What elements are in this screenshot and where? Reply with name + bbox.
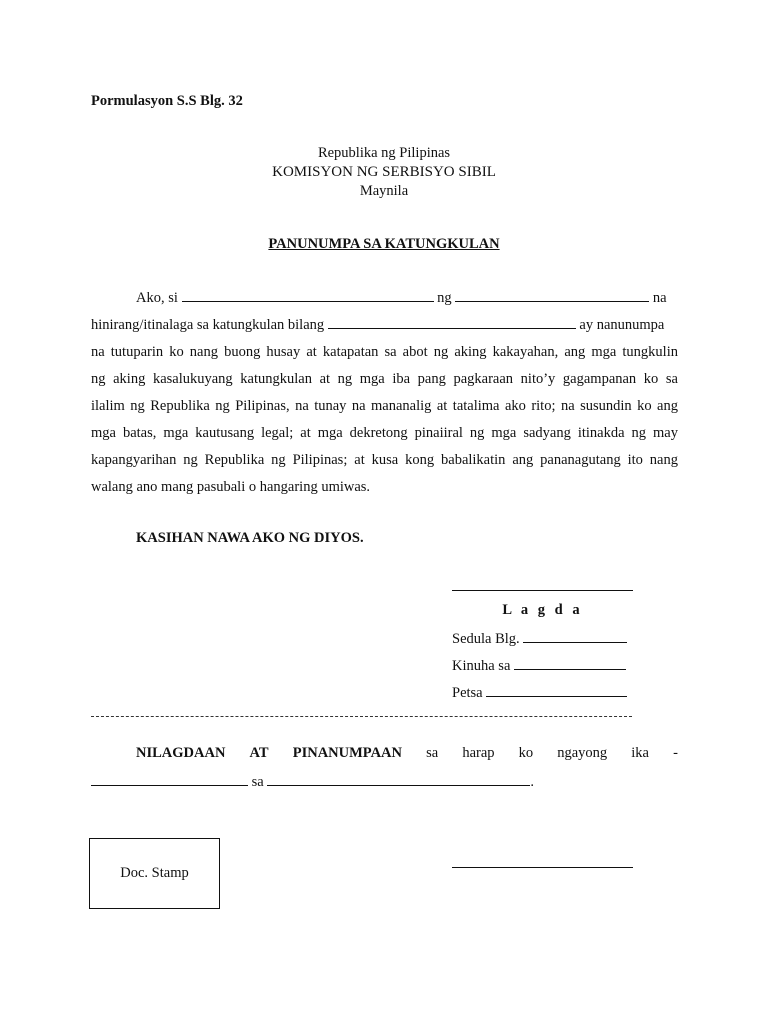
position-blank[interactable] <box>328 315 576 329</box>
attestation-word: ko <box>518 745 534 761</box>
attestation-word: ngayong <box>557 745 608 761</box>
petsa-row <box>452 683 627 702</box>
sedula-label: Sedula Blg. <box>452 631 520 647</box>
address-blank[interactable] <box>455 288 649 302</box>
doc-stamp-label: Doc. Stamp <box>120 865 189 881</box>
attestation-word: AT <box>249 745 269 761</box>
attestation-word: - <box>673 745 678 761</box>
attestation-word: NILAGDAAN <box>136 745 226 761</box>
body-text: Ako, si <box>136 290 178 306</box>
body-line: ng aking kasalukuyang katungkulan at ng mga iba pang pagkaraan nito’y gagampanan ko sa <box>91 371 678 387</box>
attestation-word: ika <box>631 745 649 761</box>
form-number: Pormulasyon S.S Blg. 32 <box>91 93 243 109</box>
header-city: Maynila <box>359 183 409 199</box>
attestation-line-1 <box>136 745 678 762</box>
sedula-row <box>452 629 627 648</box>
header-country: Republika ng Pilipinas <box>317 145 451 161</box>
attestation-line-2 <box>91 772 534 791</box>
body-line: ilalim ng Republika ng Pilipinas, na tunay na mananalig at tatalima ako rito; na susundin ko ang <box>91 398 678 414</box>
attestation-word: PINANUMPAAN <box>292 745 402 761</box>
closing-statement: KASIHAN NAWA AKO NG DIYOS. <box>136 530 364 546</box>
body-line: na tutuparin ko nang buong husay at katapatan sa abot ng aking kakayahan, ang mga tungkulin <box>91 344 678 360</box>
day-blank[interactable] <box>91 772 248 786</box>
signature-line[interactable] <box>452 590 633 591</box>
body-line-2 <box>91 312 678 339</box>
body-line: mga batas, mga kautusang legal; at mga dekretong pinaiiral ng mga sadyang itinakda ng may <box>91 425 678 441</box>
cut-line <box>91 716 632 717</box>
body-text: ng <box>437 290 452 306</box>
attestation-word: sa <box>426 745 439 761</box>
document-title: PANUNUMPA SA KATUNGKULAN <box>268 236 500 252</box>
body-line-1 <box>91 285 678 312</box>
kinuha-row <box>452 656 626 675</box>
body-line: kapangyarihan ng Republika ng Pilipinas; at kusa kong babalikatin ang pananagutang ito nang <box>91 452 678 468</box>
officer-signature-line[interactable] <box>452 867 633 868</box>
doc-stamp-box <box>89 838 220 909</box>
kinuha-blank[interactable] <box>514 656 626 670</box>
signature-label: L a g d a <box>502 602 583 618</box>
oath-body <box>91 285 678 501</box>
sedula-blank[interactable] <box>523 629 627 643</box>
petsa-blank[interactable] <box>486 683 627 697</box>
body-text: hinirang/itinalaga sa katungkulan bilang <box>91 317 325 333</box>
period: . <box>530 774 534 790</box>
petsa-label: Petsa <box>452 685 483 701</box>
header-agency: KOMISYON NG SERBISYO SIBIL <box>272 164 496 180</box>
attestation-word: harap <box>462 745 495 761</box>
kinuha-label: Kinuha sa <box>452 658 511 674</box>
body-text: ay nanunumpa <box>579 317 665 333</box>
place-blank[interactable] <box>267 772 530 786</box>
body-line: walang ano mang pasubali o hangaring umiwas. <box>91 479 371 495</box>
name-blank[interactable] <box>182 288 434 302</box>
body-text: na <box>652 290 667 306</box>
attestation-word: sa <box>251 774 264 790</box>
